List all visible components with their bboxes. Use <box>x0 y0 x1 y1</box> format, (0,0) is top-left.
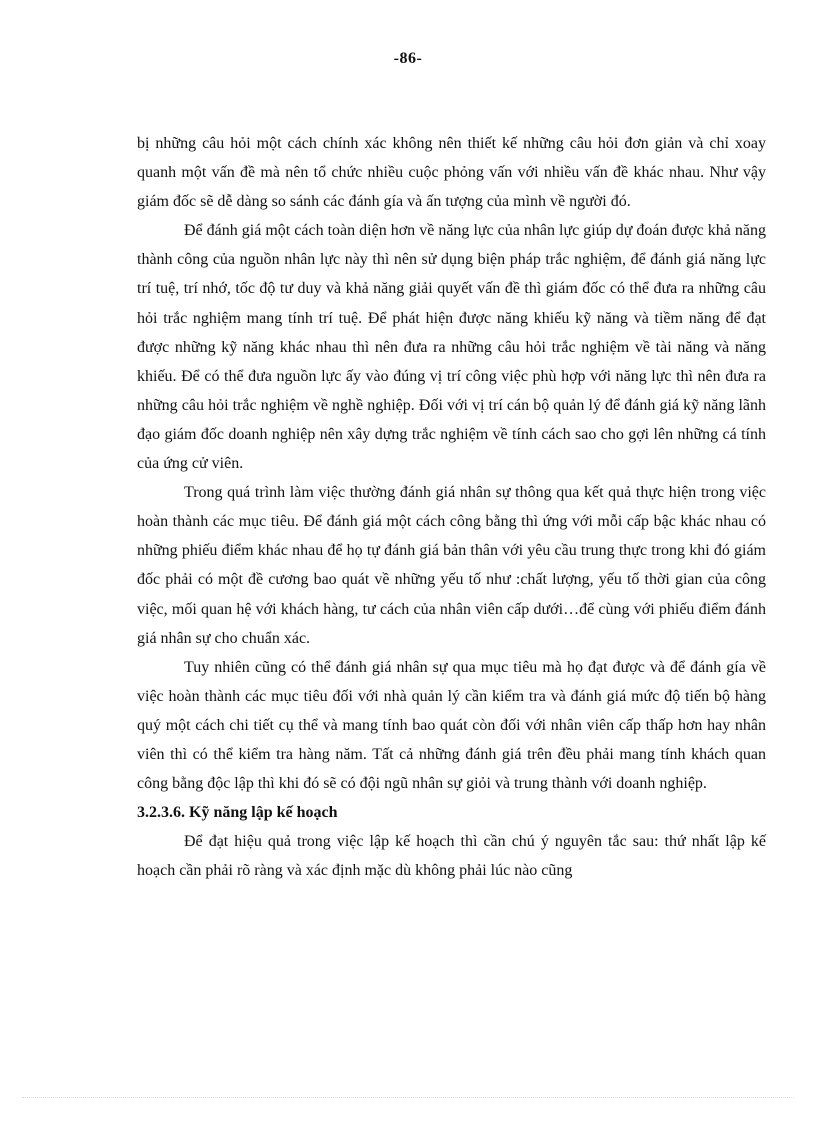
paragraph-evaluation: Trong quá trình làm việc thường đánh giá nhân sự thông qua kết quả thực hiện trong việc hoàn thành các mục tiêu. Để đánh giá một cách công bằng thì ứng với mỗi cấp bậc khác nhau có những phiếu điểm khác nhau để họ tự đánh giá bản thân với yêu cầu trung thực trong khi đó giám đốc phải có một đề cương bao quát về những yếu tố như :chất lượng, yếu tố thời gian của công việc, mối quan hệ với khách hàng, tư cách của nhân viên cấp dưới…để cùng với phiếu điểm đánh giá nhân sự cho chuẩn xác. <box>137 484 766 647</box>
paragraph-planning: Để đạt hiệu quả trong việc lập kế hoạch thì cần chú ý nguyên tắc sau: thứ nhất lập kế hoạch cần phải rõ ràng và xác định mặc dù không phải lúc nào cũng <box>137 833 766 880</box>
footer-divider <box>22 1097 794 1098</box>
section-heading: 3.2.3.6. Kỹ năng lập kế hoạch <box>137 804 338 822</box>
document-body <box>137 129 766 885</box>
paragraph-continued: bị những câu hỏi một cách chính xác không nên thiết kế những câu hỏi đơn giản và chỉ xoay quanh một vấn đề mà nên tổ chức nhiều cuộc phỏng vấn với nhiều vấn đề khác nhau. Như vậy giám đốc sẽ dễ dàng so sánh các đánh gía và ấn tượng của mình về người đó. <box>137 135 766 211</box>
paragraph-testing: Để đánh giá một cách toàn diện hơn về năng lực của nhân lực giúp dự đoán được khả năng thành công của nguồn nhân lực này thì nên sử dụng biện pháp trắc nghiệm, để đánh giá năng lực trí tuệ, trí nhớ, tốc độ tư duy và khả năng giải quyết vấn đề thì giám đốc có thể đưa ra những câu hỏi trắc nghiệm mang tính trí tuệ. Để phát hiện được năng khiếu kỹ năng và tiềm năng để đạt được những kỹ năng khác nhau thì nên đưa ra những câu hỏi trắc nghiệm về tài năng và năng khiếu. Để có thể đưa nguồn lực ấy vào đúng vị trí công việc phù hợp với năng lực thì nên đưa ra những câu hỏi trắc nghiệm về nghề nghiệp. Đối với vị trí cán bộ quản lý để đánh giá kỹ năng lãnh đạo giám đốc doanh nghiệp nên xây dựng trắc nghiệm về tính cách sao cho gợi lên những cá tính của ứng cử viên. <box>137 222 766 473</box>
paragraph-objectives: Tuy nhiên cũng có thể đánh giá nhân sự qua mục tiêu mà họ đạt được và để đánh gía về việc hoàn thành các mục tiêu đối với nhà quản lý cần kiểm tra và đánh giá mức độ tiến bộ hàng quý một cách chi tiết cụ thể và mang tính bao quát còn đối với nhân viên cấp thấp hơn hay nhân viên thì có thể kiểm tra hàng năm. Tất cả những đánh giá trên đều phải mang tính khách quan công bằng độc lập thì khi đó sẽ có đội ngũ nhân sự giỏi và trung thành với doanh nghiệp. <box>137 658 766 793</box>
page-number: -86- <box>393 50 423 67</box>
